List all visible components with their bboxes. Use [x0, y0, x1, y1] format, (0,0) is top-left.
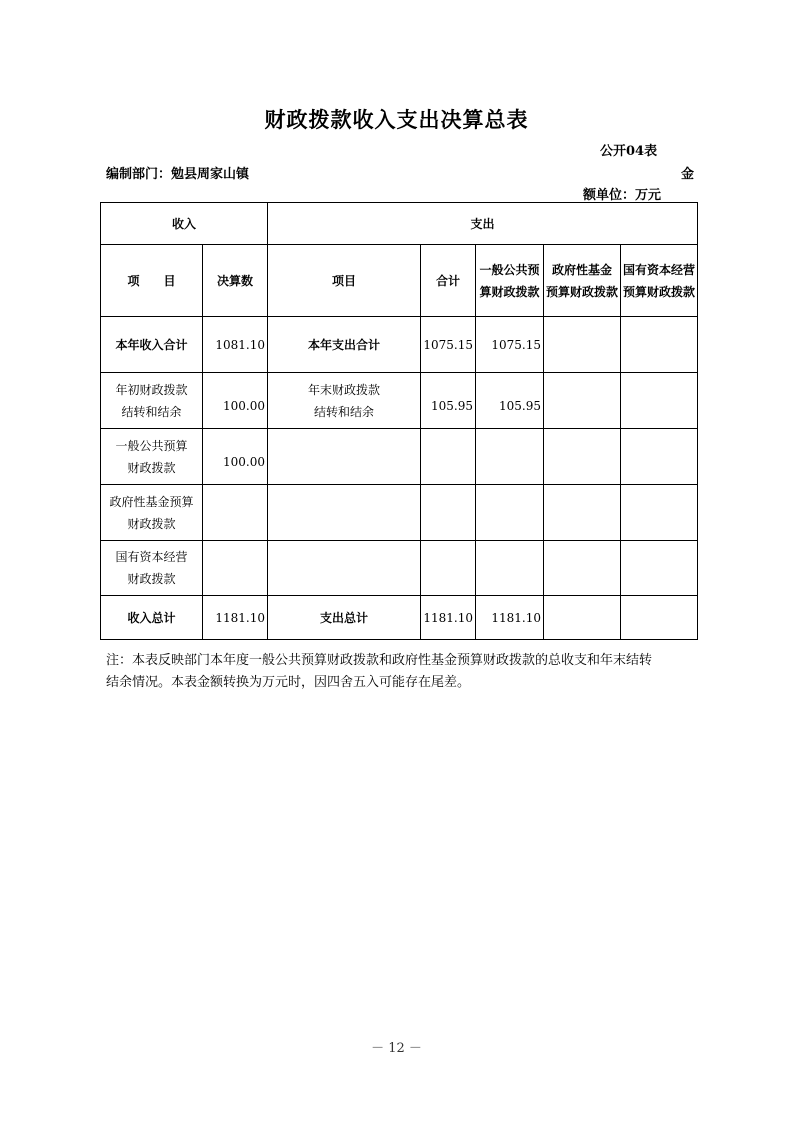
- col-expense-item: 项目: [268, 245, 421, 317]
- expense-total: [421, 485, 476, 541]
- col-state-capital: [621, 245, 698, 317]
- page-number: － 12 －: [371, 1041, 422, 1056]
- expense-gov-fund: [544, 541, 621, 596]
- expense-gov-fund: [544, 485, 621, 541]
- expense-gov-fund: [544, 373, 621, 429]
- expense-total: 1181.10: [421, 596, 476, 640]
- expense-header: 支出: [268, 203, 698, 245]
- expense-general-budget: [476, 485, 544, 541]
- table-row: [101, 429, 698, 485]
- income-amount: [203, 485, 268, 541]
- expense-gov-fund: [544, 317, 621, 373]
- expense-general-budget: [476, 541, 544, 596]
- income-item-label-line1: 国有资本经营: [115, 550, 188, 564]
- expense-gov-fund: [544, 429, 621, 485]
- table-row: [101, 373, 698, 429]
- income-amount: 1181.10: [203, 596, 268, 640]
- income-item-label-line1: 一般公共预算: [115, 438, 188, 453]
- income-item-label: 收入总计: [101, 596, 203, 640]
- expense-state-capital: [621, 596, 698, 640]
- income-item-label: [101, 541, 203, 596]
- income-item-label: [101, 429, 203, 485]
- table-row: [101, 541, 698, 596]
- col-general-budget-line1: 一般公共预: [479, 262, 540, 277]
- table-row: [101, 596, 698, 640]
- income-item-label: 本年收入合计: [101, 317, 203, 373]
- income-item-label: [101, 373, 203, 429]
- unit-label-part1: 金: [681, 167, 695, 182]
- table-header-row: [101, 203, 698, 245]
- expense-item-label-line2: 结转和结余: [314, 404, 375, 419]
- expense-general-budget: 105.95: [476, 373, 544, 429]
- expense-total: 1075.15: [421, 317, 476, 373]
- expense-state-capital: [621, 429, 698, 485]
- table-row: [101, 317, 698, 373]
- expense-general-budget: [476, 429, 544, 485]
- income-item-label: [101, 485, 203, 541]
- expense-state-capital: [621, 373, 698, 429]
- col-gov-fund-line2: 预算财政拨款: [546, 284, 619, 299]
- table-column-row: [101, 245, 698, 317]
- expense-item-label: [268, 429, 421, 485]
- table-note-line2: 结余情况。本表金额转换为万元时，因四舍五入可能存在尾差。: [106, 675, 471, 690]
- income-item-label-line2: 财政拨款: [127, 572, 176, 586]
- expense-item-label: [268, 485, 421, 541]
- income-amount: 1081.10: [203, 317, 268, 373]
- expense-general-budget: 1181.10: [476, 596, 544, 640]
- col-income-amount: 决算数: [203, 245, 268, 317]
- table-note: [106, 650, 696, 694]
- col-gov-fund: [544, 245, 621, 317]
- col-state-capital-line1: 国有资本经营: [623, 262, 696, 277]
- col-total: 合计: [421, 245, 476, 317]
- expense-item-label: [268, 541, 421, 596]
- income-item-label-line1: 政府性基金预算: [109, 494, 194, 509]
- col-general-budget: [476, 245, 544, 317]
- col-gov-fund-line1: 政府性基金: [552, 262, 613, 277]
- expense-state-capital: [621, 541, 698, 596]
- expense-total: [421, 541, 476, 596]
- expense-state-capital: [621, 317, 698, 373]
- col-income-item: 项 目: [101, 245, 203, 317]
- form-number: 公开04表: [600, 144, 658, 159]
- expense-item-label: 支出总计: [268, 596, 421, 640]
- income-amount: [203, 541, 268, 596]
- expense-total: [421, 429, 476, 485]
- col-state-capital-line2: 预算财政拨款: [623, 284, 696, 299]
- expense-general-budget: 1075.15: [476, 317, 544, 373]
- income-amount: 100.00: [203, 429, 268, 485]
- expense-item-label: [268, 373, 421, 429]
- income-item-label-line1: 年初财政拨款: [115, 382, 188, 397]
- department-label: 编制部门：勉县周家山镇: [106, 167, 250, 182]
- table-row: [101, 485, 698, 541]
- income-header: 收入: [101, 203, 268, 245]
- income-item-label-line2: 结转和结余: [121, 404, 182, 419]
- income-item-label-line2: 财政拨款: [127, 460, 176, 475]
- income-amount: 100.00: [203, 373, 268, 429]
- table-note-line1: 注：本表反映部门本年度一般公共预算财政拨款和政府性基金预算财政拨款的总收支和年末结转: [106, 653, 653, 668]
- expense-total: 105.95: [421, 373, 476, 429]
- expense-item-label-line1: 年末财政拨款: [308, 382, 381, 397]
- col-general-budget-line2: 算财政拨款: [479, 284, 540, 299]
- unit-label-part2: 额单位：万元: [583, 188, 662, 203]
- page-title: 财政拨款收入支出决算总表: [264, 107, 529, 132]
- budget-summary-table: [100, 202, 698, 640]
- expense-item-label: 本年支出合计: [268, 317, 421, 373]
- income-item-label-line2: 财政拨款: [127, 516, 176, 531]
- expense-state-capital: [621, 485, 698, 541]
- expense-gov-fund: [544, 596, 621, 640]
